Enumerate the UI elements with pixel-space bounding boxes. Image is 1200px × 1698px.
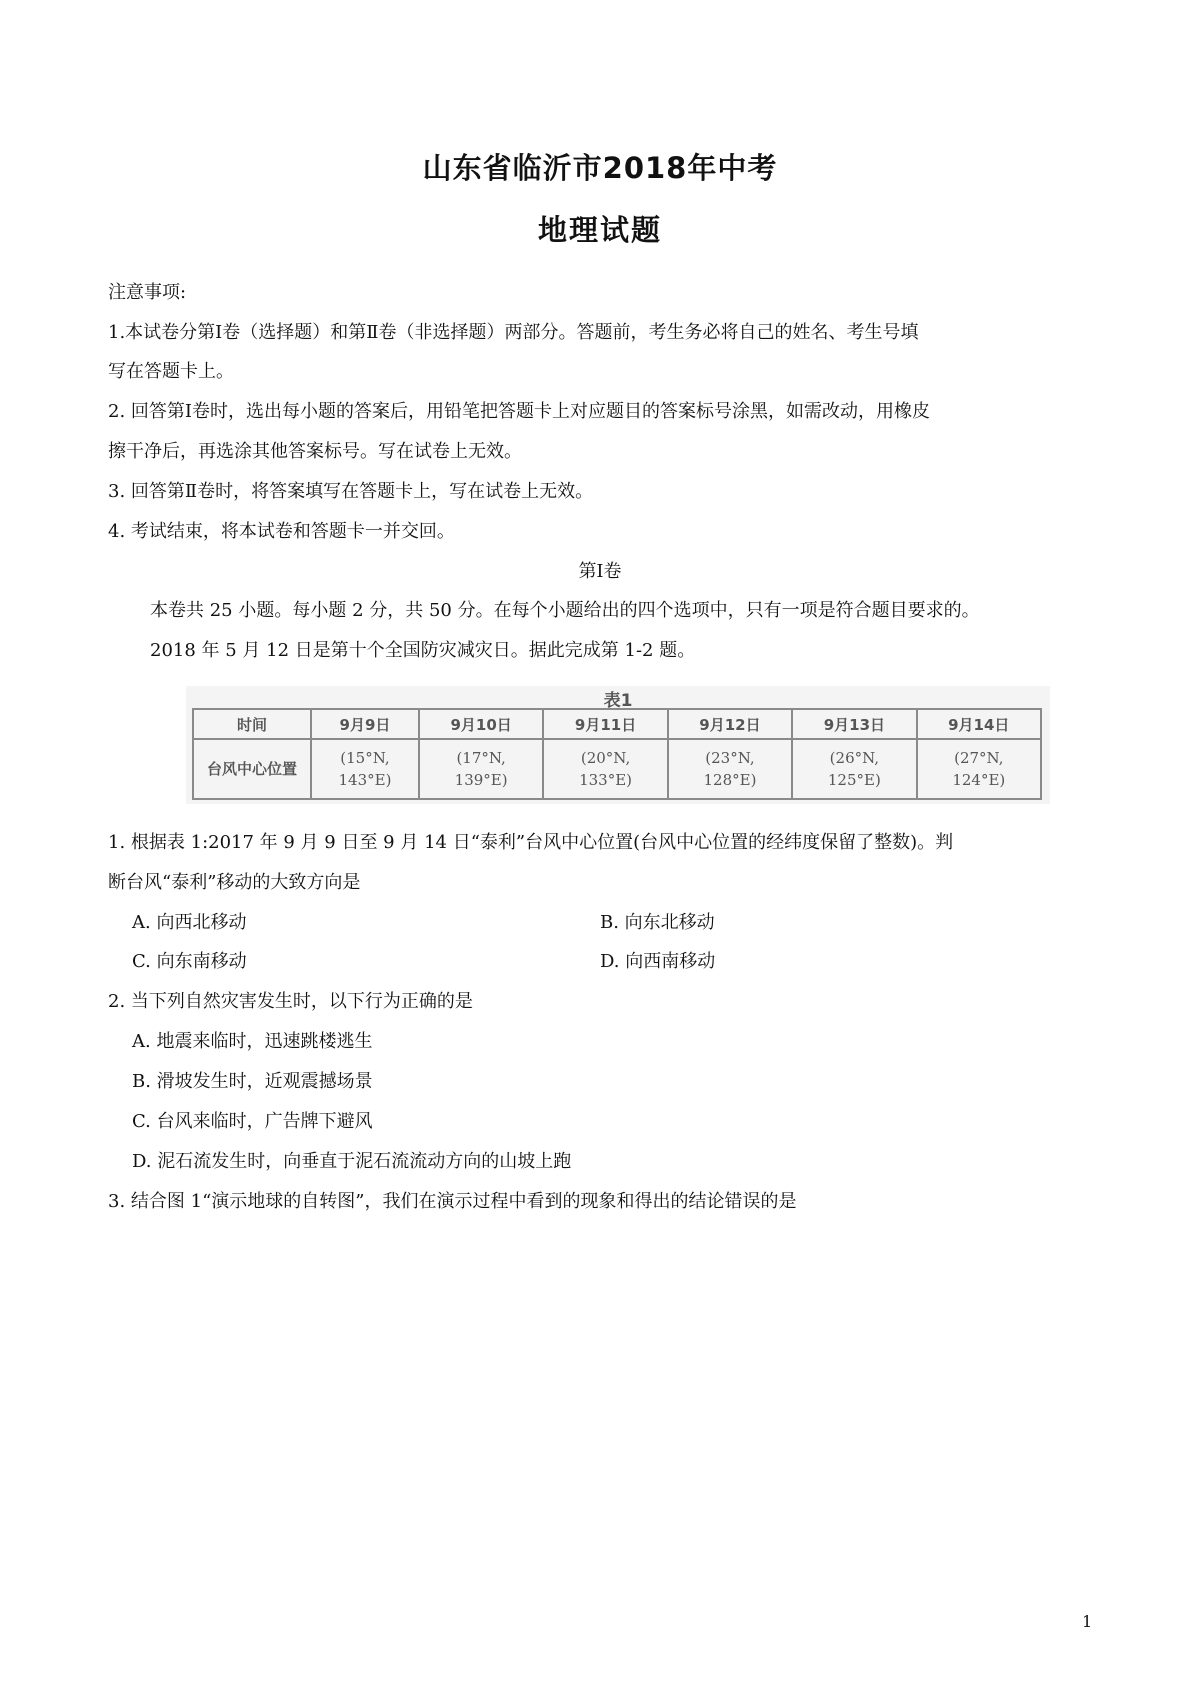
position-lat: (15°N, bbox=[340, 749, 390, 767]
table-date-cell: 9月13日 bbox=[792, 709, 916, 739]
table-date-cell: 9月9日 bbox=[311, 709, 419, 739]
table-position-cell bbox=[917, 739, 1041, 799]
section-title: 第Ⅰ卷 bbox=[578, 561, 622, 582]
table-position-cell bbox=[668, 739, 792, 799]
question-2-option-a: A. 地震来临时，迅速跳楼逃生 bbox=[132, 1031, 373, 1052]
position-lon: 139°E) bbox=[454, 771, 508, 789]
table-date-cell: 9月14日 bbox=[917, 709, 1041, 739]
table-row-position bbox=[193, 739, 1041, 799]
position-lon: 124°E) bbox=[952, 771, 1006, 789]
table-row-head-time: 时间 bbox=[193, 709, 311, 739]
question-2-option-d: D. 泥石流发生时，向垂直于泥石流流动方向的山坡上跑 bbox=[132, 1151, 572, 1172]
position-lon: 133°E) bbox=[579, 771, 633, 789]
question-3-stem: 3. 结合图 1“演示地球的自转图”，我们在演示过程中看到的现象和得出的结论错误的是 bbox=[108, 1191, 797, 1212]
context-text: 2018 年 5 月 12 日是第十个全国防灾减灾日。据此完成第 1-2 题。 bbox=[150, 640, 696, 661]
table-position-cell bbox=[792, 739, 916, 799]
table-date-cell: 9月11日 bbox=[543, 709, 667, 739]
table-row-head-position: 台风中心位置 bbox=[193, 739, 311, 799]
question-1-option-c: C. 向东南移动 bbox=[132, 951, 247, 972]
position-lat: (27°N, bbox=[954, 749, 1004, 767]
note-2-line-2: 擦干净后，再选涂其他答案标号。写在试卷上无效。 bbox=[108, 441, 522, 462]
question-1-option-b: B. 向东北移动 bbox=[600, 912, 715, 933]
question-1-option-d: D. 向西南移动 bbox=[600, 951, 716, 972]
section-intro: 本卷共 25 小题。每小题 2 分，共 50 分。在每个小题给出的四个选项中，只有一项是符合题目要求的。 bbox=[150, 600, 980, 621]
note-3: 3. 回答第Ⅱ卷时，将答案填写在答题卡上，写在试卷上无效。 bbox=[108, 481, 594, 502]
position-lat: (17°N, bbox=[456, 749, 506, 767]
page-subtitle: 地理试题 bbox=[537, 213, 662, 247]
table-date-cell: 9月12日 bbox=[668, 709, 792, 739]
table-row-time bbox=[193, 709, 1041, 739]
position-lat: (20°N, bbox=[580, 749, 631, 767]
position-lon: 125°E) bbox=[827, 771, 881, 789]
table-date-cell: 9月10日 bbox=[419, 709, 543, 739]
table-position-cell bbox=[419, 739, 543, 799]
question-2-option-b: B. 滑坡发生时，近观震撼场景 bbox=[132, 1071, 373, 1092]
notes-heading: 注意事项: bbox=[108, 282, 187, 303]
note-1-line-2: 写在答题卡上。 bbox=[108, 361, 234, 382]
position-lon: 143°E) bbox=[338, 771, 392, 789]
position-lat: (26°N, bbox=[829, 749, 880, 767]
page-title: 山东省临沂市2018年中考 bbox=[422, 151, 778, 185]
question-1-line-2: 断台风“泰利”移动的大致方向是 bbox=[108, 872, 361, 893]
table-position-cell bbox=[311, 739, 419, 799]
note-2-line-1: 2. 回答第Ⅰ卷时，选出每小题的答案后，用铅笔把答题卡上对应题目的答案标号涂黑，如需改动，用橡皮 bbox=[108, 401, 931, 422]
table-caption: 表1 bbox=[603, 691, 633, 711]
typhoon-position-table bbox=[192, 708, 1042, 800]
page-number: 1 bbox=[1082, 1612, 1093, 1631]
question-1-line-1: 1. 根据表 1:2017 年 9 月 9 日至 9 月 14 日“泰利”台风中心位置(台风中心位置的经纬度保留了整数)。判 bbox=[108, 832, 954, 853]
question-1-option-a: A. 向西北移动 bbox=[132, 912, 247, 933]
table-position-cell bbox=[543, 739, 667, 799]
note-1-line-1: 1.本试卷分第Ⅰ卷（选择题）和第Ⅱ卷（非选择题）两部分。答题前，考生务必将自己的姓名、考生号填 bbox=[108, 322, 919, 343]
position-lon: 128°E) bbox=[703, 771, 757, 789]
typhoon-table-figure bbox=[186, 686, 1050, 804]
question-2-option-c: C. 台风来临时，广告牌下避风 bbox=[132, 1111, 373, 1132]
question-2-stem: 2. 当下列自然灾害发生时，以下行为正确的是 bbox=[108, 991, 473, 1012]
note-4: 4. 考试结束，将本试卷和答题卡一并交回。 bbox=[108, 521, 455, 542]
position-lat: (23°N, bbox=[705, 749, 755, 767]
